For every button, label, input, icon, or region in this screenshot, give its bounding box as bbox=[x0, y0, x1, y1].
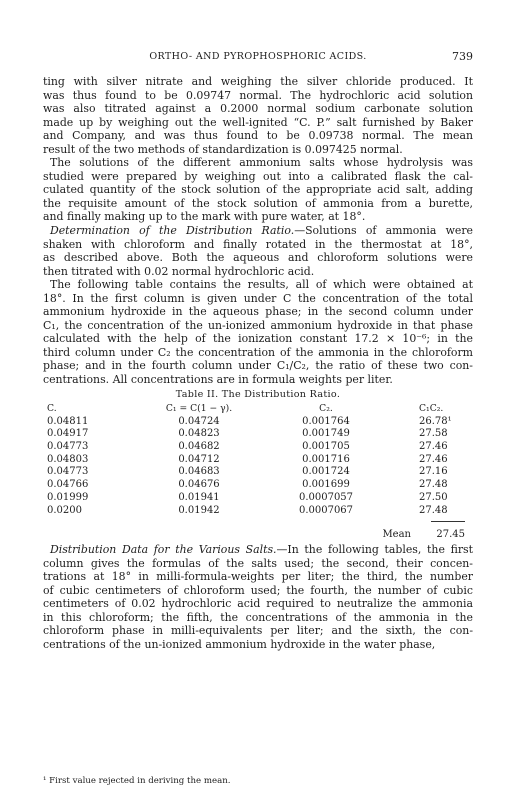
table-cell: 0.04766 bbox=[47, 479, 89, 491]
table-cell: 0.0200 bbox=[47, 504, 82, 516]
table-row bbox=[43, 492, 473, 505]
text-line: The following table contains the results, all of which were obtained at bbox=[50, 278, 473, 292]
text-line: made up by weighing out the well-ignited “C. P.” salt furnished by Baker bbox=[43, 115, 473, 129]
table-cell: 0.04811 bbox=[47, 415, 89, 427]
text-line: column gives the formulas of the salts used; the second, their concen- bbox=[43, 556, 473, 570]
text-line bbox=[43, 543, 473, 557]
table-cell: 26.78¹ bbox=[419, 415, 452, 427]
mean-rule bbox=[431, 521, 465, 522]
text-line: and finally making up to the mark with pure water, at 18°. bbox=[43, 210, 366, 224]
text-line: The solutions of the different ammonium salts whose hydrolysis was bbox=[50, 156, 473, 170]
text-line: studied were prepared by weighing out into a calibrated flask the cal- bbox=[43, 169, 473, 183]
text-line bbox=[43, 224, 473, 238]
text-line: result of the two methods of standardization is 0.097425 normal. bbox=[43, 142, 403, 156]
table-cell: 0.04773 bbox=[47, 440, 89, 452]
table-cell: 0.04712 bbox=[178, 453, 220, 465]
text-line: as described above. Both the aqueous and chloroform solutions were bbox=[43, 251, 473, 265]
table-cell: 0.04676 bbox=[178, 479, 220, 491]
paragraph-distribution-ratio bbox=[43, 224, 473, 278]
running-title: ORTHO- AND PYROPHOSPHORIC ACIDS. bbox=[149, 51, 367, 62]
text-line: of cubic centimeters of chloroform used; the fourth, the number of cubic bbox=[43, 583, 473, 597]
table-row bbox=[43, 505, 473, 518]
table-cell: 0.01942 bbox=[178, 504, 220, 516]
table-cell: 0.001705 bbox=[302, 440, 350, 452]
table-row bbox=[43, 479, 473, 492]
table-row bbox=[43, 454, 473, 467]
text-line: phase; and in the fourth column under C₁/C₂, the ratio of these two con- bbox=[43, 359, 473, 373]
column-header-c1: C₁ = C(1 − γ). bbox=[165, 403, 233, 415]
table-caption: Table II. The Distribution Ratio. bbox=[175, 388, 341, 400]
running-head bbox=[43, 51, 473, 65]
text-line: and Company, and was thus found to be 0.09738 normal. The mean bbox=[43, 129, 473, 143]
table-header-row bbox=[43, 402, 473, 416]
table-cell: 27.46 bbox=[419, 440, 448, 452]
table-row bbox=[43, 466, 473, 479]
text-line: calculated with the help of the ionization constant 17.2 × 10⁻⁶; in the bbox=[43, 332, 473, 346]
table-cell: 27.16 bbox=[419, 466, 448, 478]
table-cell: 0.0007067 bbox=[298, 504, 354, 516]
table-cell: 0.04682 bbox=[178, 440, 220, 452]
text-line: 18°. In the first column is given under C the concentration of the total bbox=[43, 291, 473, 305]
column-header-c: C. bbox=[47, 403, 57, 415]
text-line: shaken with chloroform and finally rotated in the thermostat at 18°, bbox=[43, 237, 473, 251]
mean-label: Mean bbox=[382, 529, 411, 541]
body-text bbox=[43, 75, 473, 652]
table-body bbox=[43, 416, 473, 518]
page-number: 739 bbox=[452, 50, 473, 63]
paragraph-standardization bbox=[43, 75, 473, 156]
text-line: was also titrated against a 0.2000 normal sodium carbonate solution bbox=[43, 102, 473, 116]
table-cell: 0.01941 bbox=[178, 491, 220, 503]
table-row bbox=[43, 416, 473, 429]
text-run: —Solutions of ammonia were bbox=[294, 224, 474, 238]
paragraph-solutions bbox=[43, 156, 473, 224]
column-header-c2: C₂. bbox=[319, 403, 333, 415]
table-cell: 27.48 bbox=[419, 479, 448, 491]
text-line: ting with silver nitrate and weighing the silver chloride produced. It bbox=[43, 75, 473, 88]
table-cell: 27.50 bbox=[419, 491, 448, 503]
table-cell: 0.001699 bbox=[302, 479, 350, 491]
run-in-heading: Distribution Data for the Various Salts. bbox=[50, 543, 277, 557]
table-cell: 0.04823 bbox=[178, 428, 220, 440]
table-cell: 27.48 bbox=[419, 504, 448, 516]
table-cell: 0.01999 bbox=[47, 491, 89, 503]
distribution-ratio-table bbox=[43, 402, 473, 518]
table-cell: 0.001749 bbox=[302, 428, 350, 440]
text-line: the requisite amount of the stock solution of ammonia from a burette, bbox=[43, 196, 473, 210]
mean-value: 27.45 bbox=[436, 529, 465, 541]
text-line: centrations. All concentrations are in formula weights per liter. bbox=[43, 373, 393, 387]
table-cell: 0.001716 bbox=[302, 453, 350, 465]
text-line: in this chloroform; the fifth, the concentrations of the ammonia in the bbox=[43, 610, 473, 624]
table-cell: 27.58 bbox=[419, 428, 448, 440]
text-run: —In the following tables, the first bbox=[276, 543, 474, 557]
text-line: centrations of the un-ionized ammonium hydroxide in the water phase, bbox=[43, 638, 436, 652]
table-cell: 0.0007057 bbox=[298, 491, 354, 503]
text-line: then titrated with 0.02 normal hydrochloric acid. bbox=[43, 264, 315, 278]
table-row bbox=[43, 441, 473, 454]
text-line: chloroform phase in milli-equivalents per liter; and the sixth, the con- bbox=[43, 624, 473, 638]
text-line: trations at 18° in milli-formula-weights per liter; the third, the number bbox=[43, 570, 473, 584]
table-cell: 0.04917 bbox=[47, 428, 89, 440]
mean-row bbox=[43, 517, 473, 543]
table-cell: 0.04683 bbox=[178, 466, 220, 478]
text-line: was thus found to be 0.09747 normal. The hydrochloric acid solution bbox=[43, 88, 473, 102]
text-line: ammonium hydroxide in the aqueous phase; in the second column under bbox=[43, 305, 473, 319]
text-line: third column under C₂ the concentration of the ammonia in the chloroform bbox=[43, 345, 473, 359]
run-in-heading: Determination of the Distribution Ratio. bbox=[50, 224, 295, 238]
text-line: C₁, the concentration of the un-ionized ammonium hydroxide in that phase bbox=[43, 318, 473, 332]
table-row bbox=[43, 428, 473, 441]
table-cell: 0.04773 bbox=[47, 466, 89, 478]
table-cell: 27.46 bbox=[419, 453, 448, 465]
table-cell: 0.001724 bbox=[302, 466, 350, 478]
text-line: culated quantity of the stock solution of the appropriate acid salt, adding bbox=[43, 183, 473, 197]
table-cell: 0.04724 bbox=[178, 415, 220, 427]
footnote: ¹ First value rejected in deriving the mean. bbox=[43, 776, 231, 786]
column-header-ratio: C₁C₂. bbox=[419, 403, 444, 415]
table-cell: 0.001764 bbox=[302, 415, 350, 427]
table-cell: 0.04803 bbox=[47, 453, 89, 465]
paragraph-distribution-data bbox=[43, 543, 473, 651]
paragraph-table-description bbox=[43, 278, 473, 386]
text-line: centimeters of 0.02 hydrochloric acid required to neutralize the ammonia bbox=[43, 597, 473, 611]
